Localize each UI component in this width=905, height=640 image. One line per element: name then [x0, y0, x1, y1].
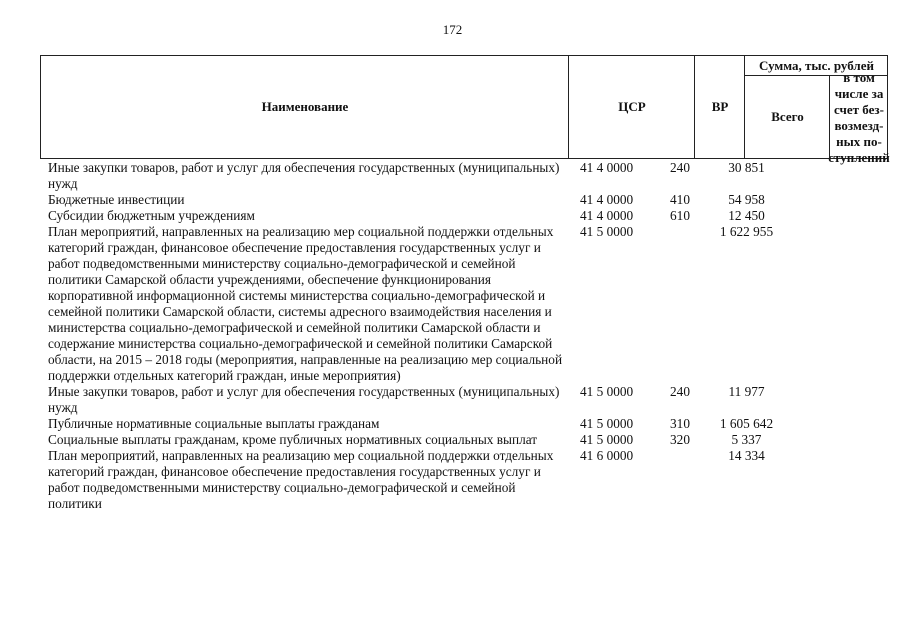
- row-vr: 310: [670, 416, 690, 431]
- table-row: [0, 448, 905, 512]
- row-csr: 41 5 0000: [580, 432, 634, 447]
- row-total: 11 977: [728, 384, 765, 399]
- table-row: [0, 432, 905, 448]
- row-vr: 240: [670, 384, 690, 399]
- row-name: Публичные нормативные социальные выплаты гражданам: [48, 416, 380, 431]
- row-csr: 41 5 0000: [580, 224, 634, 239]
- table-row: [0, 224, 905, 384]
- row-csr: 41 4 0000: [580, 160, 634, 175]
- row-total: 12 450: [728, 208, 765, 223]
- table-row: [0, 208, 905, 224]
- header-divider: [694, 55, 695, 159]
- page-number: 172: [442, 22, 463, 37]
- row-csr: 41 4 0000: [580, 208, 634, 223]
- header-including: в том числе за счет без-возмезд-ных по-ступлений: [828, 69, 890, 165]
- row-name: План мероприятий, направленных на реализацию мер социальной поддержки отдельных категорий граждан, финансовое обеспечение предоставления государственных услуг и работ подведомственными министерству социально-демографической и семейной политики: [48, 448, 554, 511]
- header-total: Всего: [771, 109, 804, 124]
- header-sum: Сумма, тыс. рублей: [759, 58, 874, 73]
- header-name: Наименование: [261, 99, 349, 114]
- header-divider: [568, 55, 569, 159]
- row-csr: 41 5 0000: [580, 384, 634, 399]
- row-name: Бюджетные инвестиции: [48, 192, 185, 207]
- row-name: Субсидии бюджетным учреждениям: [48, 208, 255, 223]
- table-header: [40, 55, 890, 165]
- table-body: [0, 160, 905, 512]
- row-name: Социальные выплаты гражданам, кроме публичных нормативных социальных выплат: [48, 432, 538, 447]
- row-vr: 410: [670, 192, 690, 207]
- row-csr: 41 6 0000: [580, 448, 634, 463]
- row-vr: 240: [670, 160, 690, 175]
- row-total: 1 605 642: [719, 416, 774, 431]
- row-total: 5 337: [731, 432, 762, 447]
- row-total: 14 334: [728, 448, 765, 463]
- header-vr: ВР: [711, 99, 729, 114]
- row-vr: 610: [670, 208, 690, 223]
- row-vr: 320: [670, 432, 690, 447]
- row-csr: 41 4 0000: [580, 192, 634, 207]
- header-divider: [744, 75, 888, 76]
- header-divider: [744, 55, 745, 159]
- row-csr: 41 5 0000: [580, 416, 634, 431]
- table-row: [0, 160, 905, 192]
- table-row: [0, 416, 905, 432]
- table-row: [0, 384, 905, 416]
- header-csr: ЦСР: [618, 99, 646, 114]
- table-row: [0, 192, 905, 208]
- row-total: 54 958: [728, 192, 765, 207]
- header-divider: [829, 75, 830, 159]
- row-total: 1 622 955: [719, 224, 774, 239]
- row-name: Иные закупки товаров, работ и услуг для обеспечения государственных (муниципальных) нужд: [48, 384, 560, 415]
- row-name: План мероприятий, направленных на реализацию мер социальной поддержки отдельных категорий граждан, финансовое обеспечение предоставления государственных услуг и работ подведомственными министерству социально-демографической и семейной политики Самарской области учреждениями, обеспечение функционирования корпоративной информационной системы министерства социально-демографической и семейной политики Самарской области, системы адресного взаимодействия населения и министерства социально-демографической и семейной политики Самарской области и содержание министерства социально-демографической и семейной политики Самарской области, на 2015 – 2018 годы (мероприятия, направленные на реализацию мер социальной поддержки отдельных категорий граждан, иные мероприятия): [48, 224, 563, 383]
- row-total: 30 851: [728, 160, 765, 175]
- row-name: Иные закупки товаров, работ и услуг для обеспечения государственных (муниципальных) нужд: [48, 160, 560, 191]
